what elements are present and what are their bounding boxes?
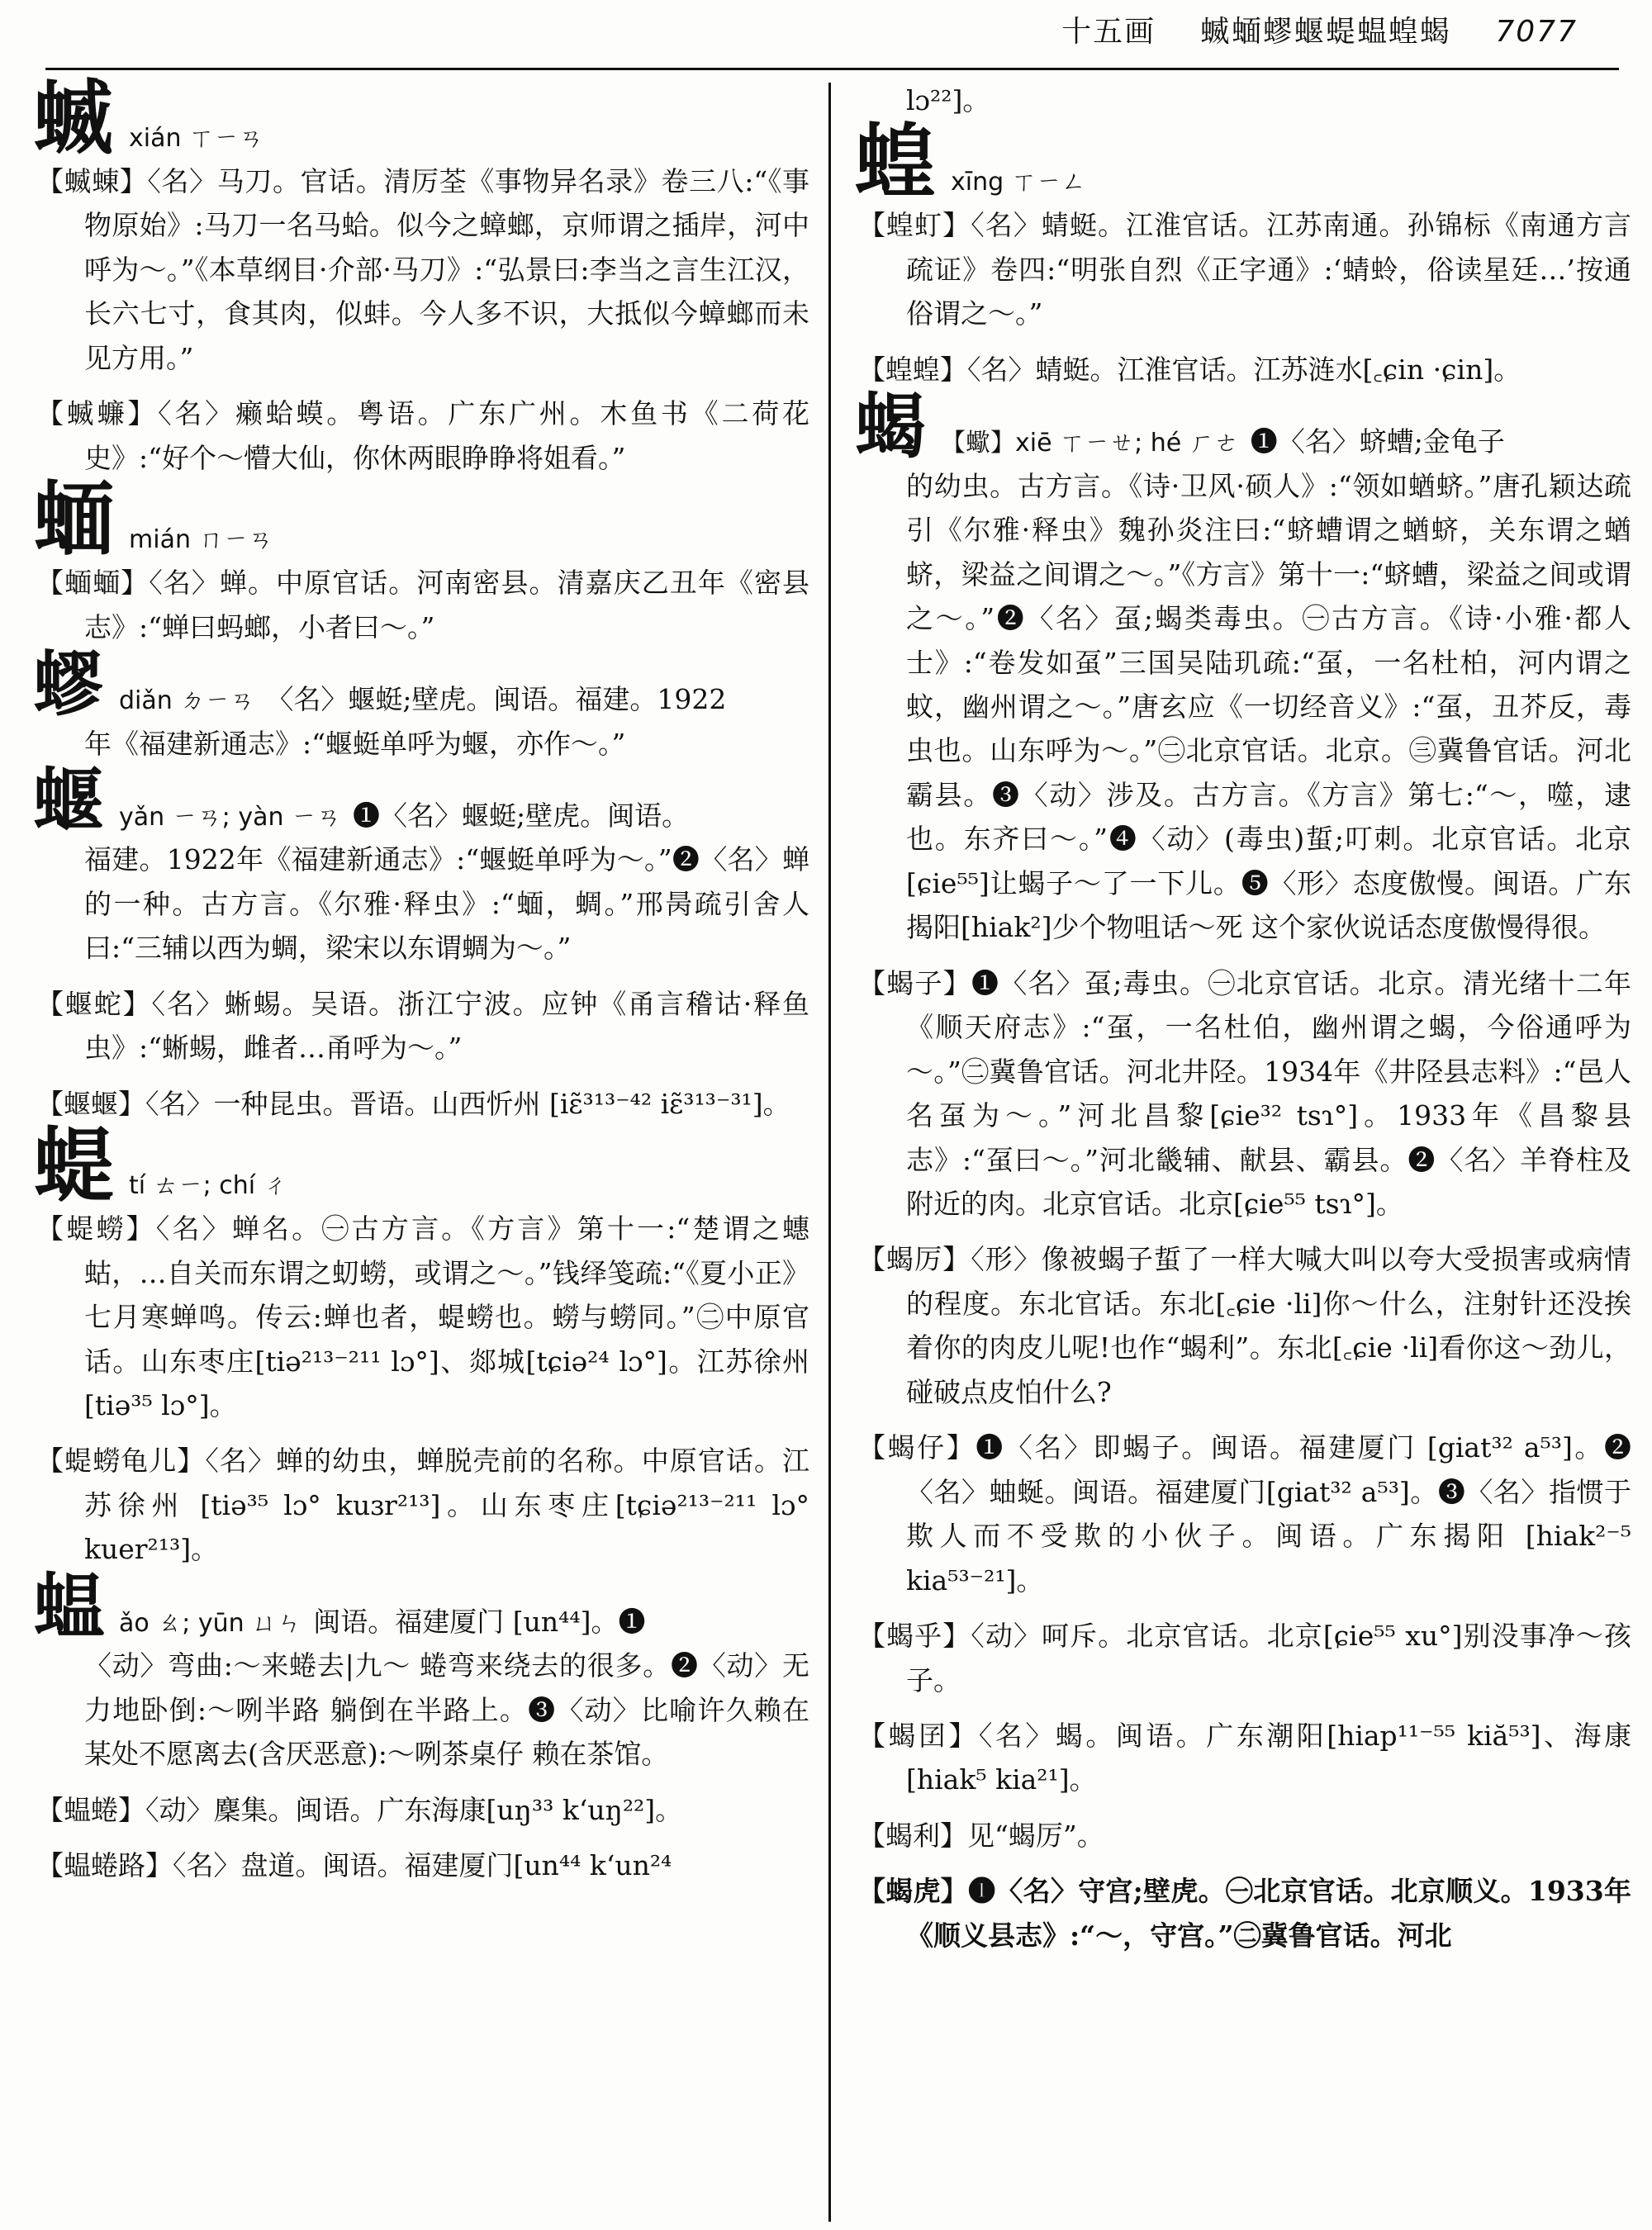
headword-line: [33, 71, 809, 166]
headword-line: [33, 643, 809, 727]
entry-continuation: 年《福建新通志》:“蝘蜓单呼为蝘，亦作～。”: [84, 727, 626, 760]
right-column: [855, 78, 1631, 1957]
dictionary-entry: 【蝎乎】〈动〉呵斥。北京官话。北京[ɕie⁵⁵ xu°]别没事净～孩子。: [858, 1620, 1631, 1696]
dictionary-entry: 【蝗虰】〈名〉蜻蜓。江淮官话。江苏南通。孙锦标《南通方言疏证》卷四:“明张自烈《正字通》:‘蜻蛉，俗读星廷…’按通俗谓之～。”: [858, 209, 1631, 330]
entry-gap: [855, 950, 1631, 961]
headword-pronunciation: mián ㄇㄧㄢ: [129, 525, 273, 555]
header-chars: 蝛蝒蟉蝘蝭蝹蝗蝎: [1199, 15, 1451, 49]
entry-gap: [33, 1832, 809, 1843]
dictionary-entry: 【蝘蝘】〈名〉一种昆虫。晋语。山西忻州 [iɛ̃³¹³⁻⁴² iɛ̃³¹³⁻³¹]。: [36, 1087, 790, 1120]
entry-continuation: lɔ²²]。: [906, 84, 990, 116]
headword-line: [855, 115, 1631, 211]
entry-continuation: 的幼虫。古方言。《诗·卫风·硕人》:“领如蝤蛴。”唐孔颖达疏引《尔雅·释虫》魏孙炎注曰:“蛴螬谓之蝤蛴，关东谓之蝤蛴，梁益之间谓之～。”《方言》第十一:“蛴螬，梁益之间或谓之～。”❷〈名〉虿;蝎类毒虫。㊀古方言。《诗·小雅·都人士》:“卷发如虿”三国吴陆玑疏:“虿，一名杜柏，河内谓之蚊，幽州谓之～。”唐玄应《一切经音义》:“虿，丑芥反，毒虫也。山东呼为～。”㊁北京官话。北京。㊂冀鲁官话。河北霸县。❸〈动〉涉及。古方言。《方言》第七:“～，噬，逮也。东齐曰～。”❹〈动〉(毒虫)蜇;叮刺。北京官话。北京[ɕie⁵⁵]让蝎子～了一下儿。❺〈形〉态度傲慢。闽语。广东揭阳[hiak²]少个物咀话～死 这个家伙说话态度傲慢得很。: [906, 469, 1631, 944]
header-rule: [45, 68, 1619, 70]
entry-gap: [33, 970, 809, 982]
entry-gap: [855, 1802, 1631, 1814]
headword-line: [33, 472, 809, 568]
dictionary-entry: 【蝹蜷路】〈名〉盘道。闽语。福建厦门[un⁴⁴ k‘un²⁴: [36, 1849, 672, 1882]
headword-char: 蝛: [33, 71, 115, 166]
page-number: 7077: [1495, 15, 1578, 49]
headword-definition: 〈名〉蝘蜓;壁虎。闽语。福建。1922: [266, 683, 727, 716]
entry-gap: [33, 1427, 809, 1439]
page-header: [0, 0, 1652, 58]
headword-char: 蝗: [855, 115, 937, 211]
entry-gap: [855, 1702, 1631, 1714]
entry-gap: [33, 1777, 809, 1788]
left-column: [33, 71, 809, 1888]
dictionary-entry: 【蝎虎】❶〈名〉守宫;壁虎。㊀北京官话。北京顺义。1933年《顺义县志》:“～，守宫。”㊁冀鲁官话。河北: [858, 1875, 1631, 1952]
dictionary-entry: 【蝒蝒】〈名〉蝉。中原官话。河南密县。清嘉庆乙丑年《密县志》:“蝉曰蚂螂，小者曰～。”: [36, 567, 809, 643]
headword-line: [33, 1564, 809, 1649]
entry-gap: [33, 380, 809, 391]
column-divider: [828, 83, 831, 2222]
running-head: [1061, 8, 1578, 50]
entry-continuation: 福建。1922年《福建新通志》:“蝘蜓单呼为～。”❷〈名〉蝉的一种。古方言。《尔雅·释虫》:“蝒，蜩。”邢昺疏引舍人曰:“三辅以西为蜩，梁宋以东谓蜩为～。”: [84, 843, 809, 965]
dictionary-entry: 【蝛蠊】〈名〉癞蛤蟆。粤语。广东广州。木鱼书《二荷花史》:“好个～懵大仙，你休两眼睁睁将姐看。”: [36, 397, 809, 474]
dictionary-entry: 【蝎子】❶〈名〉虿;毒虫。㊀北京官话。北京。清光绪十二年《顺天府志》:“虿，一名杜伯，幽州谓之蝎，今俗通呼为～。”㊁冀鲁官话。河北井陉。1934年《井陉县志料》:“邑人名虿为～。”河北昌黎[ɕie³² tsɿ°]。1933年《昌黎县志》:“虿曰～。”河北畿辅、献县、霸县。❷〈名〉羊脊柱及附近的肉。北京官话。北京[ɕie⁵⁵ tsɿ°]。: [858, 966, 1631, 1220]
headword-pronunciation: xīng ㄒㄧㄥ: [951, 168, 1086, 197]
dictionary-entry: 【蝘蛇】〈名〉蜥蜴。吴语。浙江宁波。应钟《甬言稽诂·释鱼虫》:“蜥蜴，雌者…甬呼为～。”: [36, 987, 809, 1065]
headword-char: 蝘: [33, 758, 104, 842]
entry-gap: [855, 336, 1631, 348]
dictionary-entry: 【蝎利】见“蝎厉”。: [858, 1819, 1104, 1852]
dictionary-entry: 【蝎囝】〈名〉蝎。闽语。广东潮阳[hiap¹¹⁻⁵⁵ kiă⁵³]、海康[hiak⁵ kia²¹]。: [858, 1719, 1631, 1796]
section-label: 十五画: [1061, 15, 1156, 49]
dictionary-entry: 【蝭蟧龟儿】〈名〉蝉的幼虫，蝉脱壳前的名称。中原官话。江苏徐州 [tiə³⁵ lɔ° kuɜr²¹³]。山东枣庄[tɕiə²¹³⁻²¹¹ lɔ° kuer²¹³]。: [36, 1445, 809, 1566]
entry-gap: [855, 1602, 1631, 1614]
headword-pronunciation: ǎo ㄠ; yūn ㄩㄣ: [119, 1608, 302, 1638]
headword-char: 蝹: [33, 1564, 104, 1649]
headword-line: [33, 758, 809, 842]
entry-continuation: 〈动〉弯曲:～来蜷去|九～ 蜷弯来绕去的很多。❷〈动〉无力地卧倒:～咧半路 躺倒在半路上。❸〈动〉比喻许久赖在某处不愿离去(含厌恶意):～咧茶桌仔 赖在茶馆。: [84, 1649, 809, 1771]
entry-gap: [855, 1414, 1631, 1426]
entry-gap: [855, 1858, 1631, 1869]
dictionary-entry: 【蝹蜷】〈动〉麇集。闽语。广东海康[uŋ³³ k‘uŋ²²]。: [36, 1793, 683, 1826]
headword-char: 蝒: [33, 472, 115, 568]
dictionary-entry: 【蝎厉】〈形〉像被蝎子蜇了一样大喊大叫以夸大受损害或病情的程度。东北官话。东北[꜀ɕie ·li]你～什么，注射针还没挨着你的肉皮儿呢!也作“蝎利”。东北[꜀ɕie ·li]看你这～劲儿，碰破点皮怕什么?: [858, 1243, 1631, 1408]
headword-pronunciation: diǎn ㄉㄧㄢ: [119, 686, 255, 716]
headword-line: [855, 385, 1631, 469]
headword-definition: ❶〈名〉蛴螬;金龟子: [1250, 425, 1505, 458]
headword-definition: 闽语。福建厦门 [un⁴⁴]。❶: [313, 1605, 646, 1638]
headword-char: 蟉: [33, 643, 104, 727]
entry-gap: [855, 1226, 1631, 1237]
dictionary-entry: 【蝗蝗】〈名〉蜻蜓。江淮官话。江苏涟水[꜀ɕin ·ɕin]。: [858, 353, 1521, 386]
dictionary-entry: 【蝭蟧】〈名〉蝉名。㊀古方言。《方言》第十一:“楚谓之蟪蛄，…自关而东谓之虭蟧，或谓之～。”钱绎笺疏:“《夏小正》七月寒蝉鸣。传云:蝉也者，蝭蟧也。蟧与蟧同。”㊁中原官话。山东枣庄[tiə²¹³⁻²¹¹ lɔ°]、郯城[tɕiə²⁴ lɔ°]。江苏徐州[tiə³⁵ lɔ°]。: [36, 1212, 809, 1421]
headword-pronunciation: xián ㄒㄧㄢ: [129, 124, 264, 153]
dictionary-entry: 【蝎仔】❶〈名〉即蝎子。闽语。福建厦门 [giat³² a⁵³]。❷〈名〉蚰蜒。闽语。福建厦门[giat³² a⁵³]。❸〈名〉指惯于欺人而不受欺的小伙子。闽语。广东揭阳 [hiak²⁻⁵ kia⁵³⁻²¹]。: [858, 1431, 1631, 1597]
entry-gap: [33, 1070, 809, 1082]
headword-pronunciation: yǎn ㄧㄢ; yàn ㄧㄢ: [119, 802, 342, 832]
headword-char: 蝎: [855, 385, 926, 469]
dictionary-entry: 【蝛蝀】〈名〉马刀。官话。清厉荃《事物异名录》卷三八:“《事物原始》:马刀一名马蛤。似今之蟑螂，京师谓之插岸，河中呼为～。”《本草纲目·介部·马刀》:“弘景曰:李当之言生江汉，长六七寸，食其肉，似蚌。今人多不识，大抵似今蟑螂而未见方用。”: [36, 165, 809, 374]
headword-line: [33, 1118, 809, 1214]
headword-pronunciation: 【蠍】xiē ㄒㄧㄝ; hé ㄏㄜ: [941, 429, 1239, 458]
headword-char: 蝭: [33, 1118, 115, 1214]
headword-pronunciation: tí ㄊㄧ; chí ㄔ: [129, 1171, 288, 1201]
headword-definition: ❶〈名〉蝘蜓;壁虎。闽语。: [353, 799, 690, 832]
